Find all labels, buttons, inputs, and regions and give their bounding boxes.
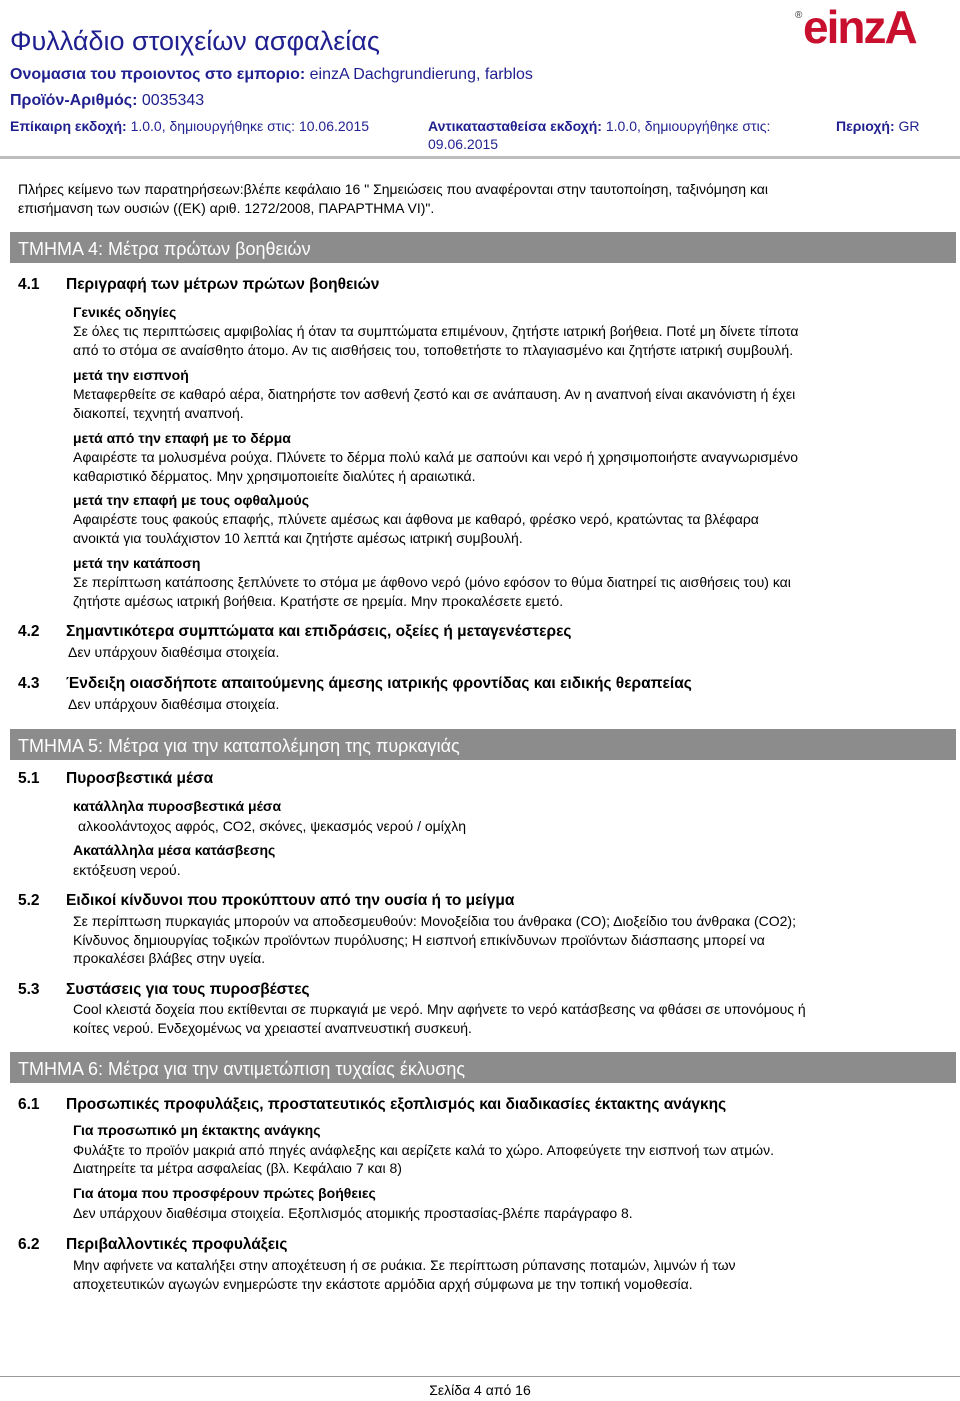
special-hazards-line-3: προκαλέσει βλάβες στην υγεία.	[73, 950, 266, 966]
first-aiders-text: Δεν υπάρχουν διαθέσιμα στοιχεία. Εξοπλισμός ατομικής προστασίας-βλέπε παράγραφο 8.	[73, 1205, 633, 1221]
replaced-version-label: Αντικατασταθείσα εκδοχή:	[428, 118, 602, 134]
replaced-date-line	[428, 136, 498, 152]
general-advice-line-2: από το στόμα σε αναίσθητο άτομο. Αν τις αισθήσεις του, τοποθετήστε το πλαγιασμένο και ζητήστε ιατρική συμβουλή.	[73, 342, 794, 358]
replaced-version: 1.0.0, δημιουργήθηκε στις:	[605, 118, 771, 134]
inhalation-line-1: Μεταφερθείτε σε καθαρό αέρα, διατηρήστε τον ασθενή ζεστό και σε ανάπαυση. Αν η αναπνοή είναι ακανόνιστη ή έχει	[73, 386, 796, 402]
subsection-title: Περιβαλλοντικές προφυλάξεις	[66, 1236, 288, 1253]
subsection-title: Σημαντικότερα συμπτώματα και επιδράσεις, οξείες ή μεταγενέστερες	[66, 623, 572, 640]
environmental-precautions-line-2: αποχετευτικών αγωγών ενημερώστε την εκάστοτε αρμόδια αρχή σύμφωνα με την τοπική νομοθεσία.	[73, 1276, 693, 1292]
subsection-4-1-title	[18, 276, 379, 294]
non-emergency-line-2: Διατηρείτε τα μέτρα ασφαλείας (βλ. Κεφάλαιο 7 και 8)	[73, 1160, 402, 1176]
firefighter-advice-line-2: κοίτες νερού. Ενδεχομένως να χρειαστεί αναπνευστική συσκευή.	[73, 1020, 472, 1036]
region-label: Περιοχή:	[836, 118, 895, 134]
subsection-number: 6.1	[18, 1096, 40, 1113]
page-number: Σελίδα 4 από 16	[429, 1382, 531, 1398]
subsection-number: 4.1	[18, 276, 40, 293]
subsection-number: 5.2	[18, 892, 40, 909]
document-header	[0, 0, 960, 160]
subsection-number: 4.3	[18, 675, 40, 692]
eye-contact-label: μετά την επαφή με τους οφθαλμούς	[73, 492, 309, 508]
subsection-title: Πυροσβεστικά μέσα	[66, 770, 214, 787]
subsection-title: Προσωπικές προφυλάξεις, προστατευτικός εξοπλισμός και διαδικασίες έκτακτης ανάγκης	[66, 1096, 727, 1113]
ingestion-label: μετά την κατάποση	[73, 555, 201, 571]
product-name: einzA Dachgrundierung, farblos	[309, 66, 533, 83]
inhalation-line-2: διακοπεί, τεχνητή αναπνοή.	[73, 405, 244, 421]
subsection-title: Περιγραφή των μέτρων πρώτων βοηθειών	[66, 276, 380, 293]
non-emergency-personnel-label: Για προσωπικό μη έκτακτης ανάγκης	[73, 1122, 321, 1138]
environmental-precautions-line-1: Μην αφήνετε να καταλήξει στην αποχέτευση ή σε ρυάκια. Σε περίπτωση ρύπανσης ποταμών, λιμνών ή των	[73, 1257, 736, 1273]
current-version-label: Επίκαιρη εκδοχή:	[10, 118, 127, 134]
subsection-5-1-title	[18, 770, 213, 788]
subsection-title: Συστάσεις για τους πυροσβέστες	[66, 981, 310, 998]
unsuitable-media-text: εκτόξευση νερού.	[73, 862, 181, 878]
product-name-label: Ονομασια του προιοντος στο εμποριο:	[10, 66, 306, 83]
skin-contact-line-1: Αφαιρέστε τα μολυσμένα ρούχα. Πλύνετε το δέρμα πολύ καλά με σαπούνι και νερό ή χρησιμοποιήστε αναγνωρισμένο	[73, 449, 798, 465]
subsection-6-2-title	[18, 1236, 287, 1254]
document-title: Φυλλάδιο στοιχείων ασφαλείας	[10, 26, 380, 56]
subsection-title: Ένδειξη οιασδήποτε απαιτούμενης άμεσης ιατρικής φροντίδας και ειδικής θεραπείας	[66, 675, 692, 692]
header-divider	[0, 156, 960, 159]
subsection-number: 4.2	[18, 623, 40, 640]
skin-contact-label: μετά από την επαφή με το δέρμα	[73, 430, 291, 446]
section-4-header: ΤΜΗΜΑ 4: Μέτρα πρώτων βοηθειών	[10, 232, 956, 263]
subsection-4-3-title	[18, 675, 692, 693]
intro-line-2: επισήμανση των ουσιών ((ΕΚ) αριθ. 1272/2008, ΠΑΡΑΡΤΗΜΑ VI)".	[18, 200, 435, 216]
einza-logo	[795, 1, 945, 56]
subsection-4-3-text: Δεν υπάρχουν διαθέσιμα στοιχεία.	[68, 696, 280, 712]
product-number-label: Προϊόν-Αριθμός:	[10, 92, 138, 109]
region: GR	[898, 118, 920, 134]
subsection-5-3-title	[18, 981, 310, 999]
subsection-title: Ειδικοί κίνδυνοι που προκύπτουν από την ουσία ή το μείγμα	[66, 892, 515, 909]
eye-contact-line-1: Αφαιρέστε τους φακούς επαφής, πλύνετε αμέσως και άφθονα με καθαρό, φρέσκο νερό, κρατώντας τα βλέφαρα	[73, 511, 759, 527]
general-advice-label: Γενικές οδηγίες	[73, 304, 177, 320]
non-emergency-line-1: Φυλάξτε το προϊόν μακριά από πηγές ανάφλεξης και αερίζετε καλά το χώρο. Αποφεύγετε την εισπνοή των ατμών.	[73, 1142, 774, 1158]
special-hazards-line-1: Σε περίπτωση πυρκαγιάς μπορούν να αποδεσμευθούν: Μονοξείδια του άνθρακα (CO); Διοξείδιο του άνθρακα (CO2);	[73, 913, 796, 929]
inhalation-label: μετά την εισπνοή	[73, 367, 189, 383]
product-name-line	[10, 66, 533, 84]
product-number-line	[10, 92, 204, 110]
subsection-4-2-title	[18, 623, 572, 641]
replaced-date: 09.06.2015	[428, 136, 499, 152]
general-advice-line-1: Σε όλες τις περιπτώσεις αμφιβολίας ή όταν τα συμπτώματα επιμένουν, ζητήστε ιατρική βοήθεια. Ποτέ μη δίνετε τίποτα	[73, 323, 799, 339]
ingestion-line-1: Σε περίπτωση κατάποσης ξεπλύνετε το στόμα με άφθονο νερό (μόνο εφόσον το θύμα διατηρεί τις αισθήσεις του) και	[73, 574, 791, 590]
ingestion-line-2: ζητήστε αμέσως ιατρική βοήθεια. Κρατήστε σε ηρεμία. Μην προκαλέσετε εμετό.	[73, 593, 564, 609]
subsection-number: 5.3	[18, 981, 40, 998]
section-6-header: ΤΜΗΜΑ 6: Μέτρα για την αντιμετώπιση τυχαίας έκλυσης	[10, 1052, 956, 1083]
subsection-6-1-title	[18, 1096, 726, 1114]
suitable-media-label: κατάλληλα πυροσβεστικά μέσα	[73, 798, 282, 814]
subsection-4-2-text: Δεν υπάρχουν διαθέσιμα στοιχεία.	[68, 644, 280, 660]
subsection-number: 5.1	[18, 770, 40, 787]
unsuitable-media-label: Ακατάλληλα μέσα κατάσβεσης	[73, 842, 276, 858]
first-aiders-label: Για άτομα που προσφέρουν πρώτες βοήθειες	[73, 1185, 376, 1201]
product-number: 0035343	[141, 92, 205, 109]
current-version-line	[10, 118, 369, 134]
footer-divider	[0, 1376, 960, 1377]
replaced-version-line	[428, 118, 770, 134]
eye-contact-line-2: ανοικτά για τουλάχιστον 10 λεπτά και ζητήστε αμέσως ιατρική συμβουλή.	[73, 530, 523, 546]
subsection-number: 6.2	[18, 1236, 40, 1253]
current-version: 1.0.0, δημιουργήθηκε στις: 10.06.2015	[130, 118, 370, 134]
firefighter-advice-line-1: Cool κλειστά δοχεία που εκτίθενται σε πυρκαγιά με νερό. Μην αφήνετε το νερό κατάσβεσης να φθάσει σε υπονόμους ή	[73, 1001, 806, 1017]
skin-contact-line-2: καθαριστικό δέρματος. Μην χρησιμοποιείτε διαλύτες ή αραιωτικά.	[73, 468, 476, 484]
suitable-media-text: αλκοολάντοχος αφρός, CO2, σκόνες, ψεκασμός νερού / ομίχλη	[78, 818, 466, 834]
registered-mark: ®	[795, 10, 803, 21]
logo-wordmark: einzA	[803, 1, 916, 53]
region-line	[836, 118, 920, 134]
special-hazards-line-2: Κίνδυνος δημιουργίας τοξικών προϊόντων πυρόλυσης; Η εισπνοή επικίνδυνων προϊόντων διάσπασης μπορεί να	[73, 932, 765, 948]
intro-line-1: Πλήρες κείμενο των παρατηρήσεων:βλέπε κεφάλαιο 16 " Σημειώσεις που αναφέρονται στην ταυτοποίηση, ταξινόμηση και	[18, 181, 768, 197]
subsection-5-2-title	[18, 892, 514, 910]
section-5-header: ΤΜΗΜΑ 5: Μέτρα για την καταπολέμηση της πυρκαγιάς	[10, 729, 956, 760]
